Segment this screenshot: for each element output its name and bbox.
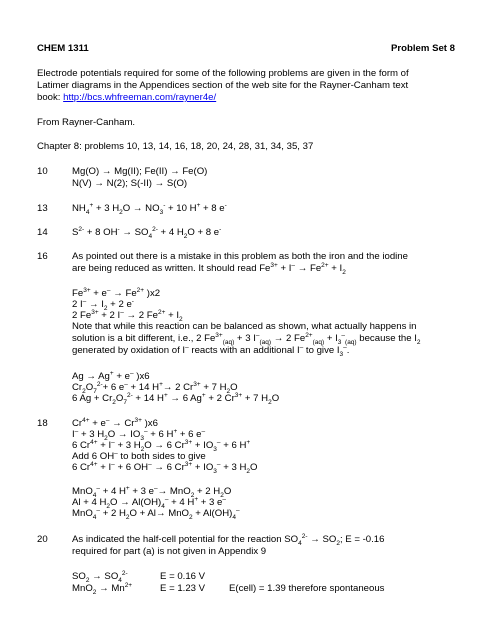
source-note: From Rayner-Canham. bbox=[37, 117, 136, 128]
p16-note-2: solution is a bit different, i.e., 2 $Fe^{3+}_{(aq)} + 3$ $I^-_{(aq)} \to 2$ $Fe^{2+}_{(aq)} + I_3^-_{(aq)}$ because the $I_2$ bbox=[72, 331, 421, 346]
p18-add: Add 6 OH– to both sides to give bbox=[72, 449, 206, 462]
p16-text-1: As pointed out there is a mistake in this problem as both the iron and the iodine bbox=[72, 251, 408, 262]
intro-line-1: Electrode potentials required for some of the following problems are given in the form of bbox=[37, 68, 409, 79]
problem-set-title: Problem Set 8 bbox=[391, 43, 455, 54]
p16-note-1: Note that while this reaction can be balanced as shown, what actually happens in bbox=[72, 321, 417, 332]
p18-eq-3: 6 $Cr^{4+} + I^- + 3$ $H_2O \to 6$ $Cr^{3+} + IO_3^- + 6$ H+ bbox=[72, 438, 251, 453]
p20-e2: E = 1.23 V bbox=[160, 583, 206, 594]
p18-eq-1: $Cr^{4+} + e^- \to Cr^{3+}$ )x6 bbox=[72, 416, 158, 429]
intro-prefix: book: bbox=[37, 92, 64, 103]
p16-eq-6: 6 $Ag + Cr_2O_7^{2-} + 14$ H+ → 6 Ag+ + 2 $Cr^{3+} + 7$ $H_2O$ bbox=[72, 391, 280, 406]
p18-add-a: Add 6 OH bbox=[72, 451, 115, 462]
course-code: CHEM 1311 bbox=[37, 43, 89, 54]
p16-text-2: are being reduced as written. It should read $Fe^{3+} + I^- \to Fe^{2+} + I_2$ bbox=[72, 261, 346, 276]
p18-eq-6: Al + 4 $H_2O \to Al(OH)_4^- + 4$ H+ + 3 e– bbox=[72, 495, 227, 510]
problem-number: 10 bbox=[37, 166, 48, 177]
p16-text-2-a: are being reduced as written. It should read Fe bbox=[72, 263, 271, 274]
p20-e3: E(cell) = 1.39 therefore spontaneous bbox=[229, 583, 385, 594]
p18-eq-5: MnO$_4$– + 4 H+ + 3 e–→ MnO$_2$ + 2 $H_2O$ bbox=[72, 484, 232, 499]
p18-eq-7: MnO$_4$– + 2 $H_2O + Al\to MnO_2 + Al(OH)_4^-$ bbox=[72, 506, 240, 521]
problem-number: 16 bbox=[37, 251, 48, 262]
p16-eq-5: $Cr_2O_7^{2-}+ 6$ e– + 14 H+→ 2 $Cr^{3+} + 7$ $H_2O$ bbox=[72, 380, 238, 395]
p16-eq-1: $Fe^{3+} + e^- \to Fe^{2+}$ )x2 bbox=[72, 286, 161, 299]
intro-line-3 bbox=[37, 92, 216, 103]
p20-text-2: required for part (a) is not given in Appendix 9 bbox=[72, 546, 267, 557]
p18-add-b: to both sides to give bbox=[117, 451, 206, 462]
p16-eq-4: Ag → Ag+ + e– )x6 bbox=[72, 369, 150, 382]
p20-text-1: As indicated the half-cell potential for the reaction $SO_4^{2-} \to SO_2$; E = -0.16 bbox=[72, 532, 385, 547]
p16-note-2-a: solution is a bit different, i.e., 2 Fe bbox=[72, 333, 216, 344]
p10-line-1: Mg(O) → Mg(II); Fe(II) → Fe(O) bbox=[72, 166, 208, 177]
problem-number: 20 bbox=[37, 534, 48, 545]
p18-eq-2: I– + 3 $H_2O \to IO_3^- + 6$ H+ + 6 e– bbox=[72, 427, 206, 442]
intro-line-2: Latimer diagrams in the Appendices section of the web site for the Rayner-Canham text bbox=[37, 80, 409, 91]
p16-note-3: generated by oxidation of I– reacts with an additional I– to give $I_3^-$. bbox=[72, 343, 350, 358]
p16-note-3-a: generated by oxidation of I bbox=[72, 345, 186, 356]
p20-text-1-a: As indicated the half-cell potential for the reaction SO bbox=[72, 534, 299, 545]
p18-eq-4: 6 $Cr^{4+} + I^- + 6$ OH– → 6 $Cr^{3+} + IO_3^- + 3$ $H_2O$ bbox=[72, 460, 258, 475]
problem-number: 18 bbox=[37, 418, 48, 429]
p16-note-2-b: because the I bbox=[356, 333, 417, 344]
p20-eq-2: $MnO_2 \to Mn^{2+}$ bbox=[72, 581, 133, 596]
p16-eq-2: 2 $I^- \to I_2 + 2$ e- bbox=[72, 297, 134, 312]
p20-e1: E = 0.16 V bbox=[160, 571, 206, 582]
p14-equation: $S^{2-} + 8$ $OH^- \to SO_4^{2-} + 4$ $H_2O + 8$ e- bbox=[72, 225, 222, 240]
p13-equation: $NH_4^+ + 3$ $H_2O \to NO_3^- + 10$ H+ + 8 e- bbox=[72, 201, 227, 216]
p20-eq-1: $SO_2 \to SO_4^{2-}$ bbox=[72, 569, 128, 584]
p10-line-2: N(V) → N(2); S(-II) → S(O) bbox=[72, 178, 188, 189]
p16-eq-3: 2 $Fe^{3+} + 2$ I– → 2 $Fe^{2+} + I_2$ bbox=[72, 308, 183, 323]
p20-text-1-b: ; E = -0.16 bbox=[339, 534, 385, 545]
problem-number: 14 bbox=[37, 227, 48, 238]
chapter-problems: Chapter 8: problems 10, 13, 14, 16, 18, 20, 24, 28, 31, 34, 35, 37 bbox=[37, 141, 314, 152]
problem-number: 13 bbox=[37, 203, 48, 214]
appendix-link[interactable]: http://bcs.whfreeman.com/rayner4e/ bbox=[63, 92, 217, 103]
